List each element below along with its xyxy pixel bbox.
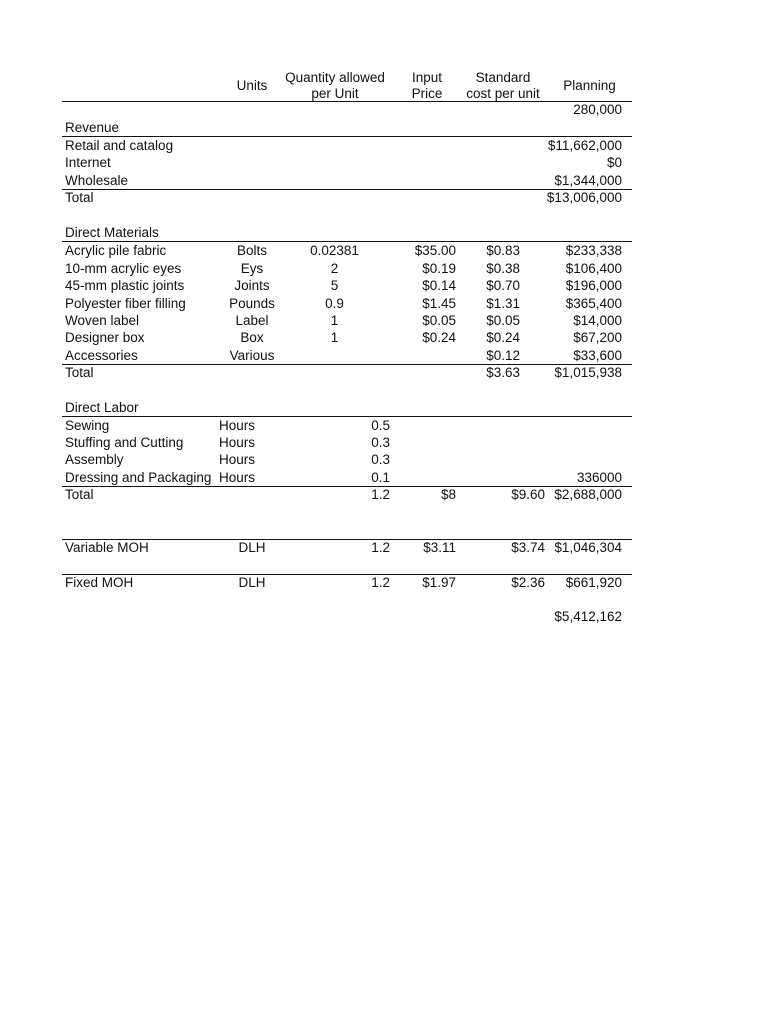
- materials-price-3: $1.45: [422, 296, 456, 311]
- materials-std-2: $0.70: [486, 278, 520, 293]
- materials-qty-3: 0.9: [325, 296, 344, 311]
- labor-qty-2: 0.3: [371, 452, 390, 467]
- materials-planning-3: $365,400: [565, 296, 622, 311]
- header-quantity-line1: Quantity allowed: [285, 70, 385, 85]
- revenue-label-2: Wholesale: [65, 173, 129, 188]
- materials-label-2: 45-mm plastic joints: [65, 278, 185, 293]
- materials-planning-2: $196,000: [565, 278, 622, 293]
- fixed-moh-units: DLH: [238, 575, 266, 590]
- labor-units-0: Hours: [219, 418, 256, 433]
- header-standard-line2: cost per unit: [466, 86, 540, 101]
- labor-total-planning: $2,688,000: [554, 487, 622, 502]
- labor-units-1: Hours: [219, 435, 256, 450]
- materials-label-0: Acrylic pile fabric: [65, 243, 167, 258]
- materials-label-1: 10-mm acrylic eyes: [65, 261, 182, 276]
- variable-moh-qty: 1.2: [371, 540, 390, 555]
- grand-total: $5,412,162: [554, 609, 622, 624]
- labor-title: Direct Labor: [65, 400, 139, 415]
- materials-units-0: Bolts: [236, 243, 267, 258]
- materials-std-6: $0.12: [486, 348, 520, 363]
- variable-moh-units: DLH: [238, 540, 266, 555]
- materials-planning-6: $33,600: [573, 348, 622, 363]
- variable-moh-planning: $1,046,304: [554, 540, 622, 555]
- labor-units-2: Hours: [219, 452, 256, 467]
- header-standard-cost: [458, 70, 548, 102]
- materials-qty-2: 5: [330, 278, 339, 293]
- labor-label-3: Dressing and Packaging: [65, 470, 212, 485]
- materials-qty-1: 2: [330, 261, 339, 276]
- labor-total-label: Total: [65, 487, 94, 502]
- materials-units-2: Joints: [234, 278, 270, 293]
- materials-units-3: Pounds: [229, 296, 275, 311]
- materials-total-planning: $1,015,938: [554, 365, 622, 380]
- materials-std-4: $0.05: [486, 313, 520, 328]
- header-quantity-line2: per Unit: [311, 86, 359, 101]
- header-price-line2: Price: [411, 86, 443, 101]
- revenue-title: Revenue: [65, 120, 120, 135]
- fixed-moh-label: Fixed MOH: [65, 575, 134, 590]
- materials-price-2: $0.14: [422, 278, 456, 293]
- materials-planning-0: $233,338: [565, 243, 622, 258]
- revenue-rule: [62, 136, 632, 137]
- fixed-moh-planning: $661,920: [565, 575, 622, 590]
- labor-units-3: Hours: [219, 470, 256, 485]
- variable-moh-label: Variable MOH: [65, 540, 149, 555]
- materials-qty-0: 0.02381: [310, 243, 359, 258]
- labor-total-price: $8: [440, 487, 456, 502]
- materials-price-1: $0.19: [422, 261, 456, 276]
- materials-planning-4: $14,000: [573, 313, 622, 328]
- materials-price-4: $0.05: [422, 313, 456, 328]
- revenue-planning-2: $1,344,000: [554, 173, 622, 188]
- materials-units-6: Various: [229, 348, 275, 363]
- materials-price-5: $0.24: [422, 330, 456, 345]
- materials-label-3: Polyester fiber filling: [65, 296, 186, 311]
- header-planning-label: Planning: [563, 78, 616, 93]
- header-planning: [552, 78, 627, 94]
- revenue-label-1: Internet: [65, 155, 111, 170]
- materials-total-label: Total: [65, 365, 94, 380]
- labor-qty-0: 0.5: [371, 418, 390, 433]
- variable-moh-price: $3.11: [423, 540, 456, 555]
- header-price-line1: Input: [411, 70, 443, 85]
- materials-price-0: $35.00: [414, 243, 456, 258]
- labor-qty-3: 0.1: [371, 470, 390, 485]
- materials-qty-5: 1: [330, 330, 339, 345]
- labor-total-qty: 1.2: [371, 487, 390, 502]
- materials-std-5: $0.24: [486, 330, 520, 345]
- materials-std-1: $0.38: [486, 261, 520, 276]
- materials-std-0: $0.83: [486, 243, 520, 258]
- header-units-label: Units: [236, 78, 268, 93]
- fixed-moh-std: $2.36: [511, 575, 545, 590]
- header-standard-line1: Standard: [475, 70, 531, 85]
- header-price: [397, 70, 457, 102]
- labor-rule: [62, 416, 632, 417]
- materials-title: Direct Materials: [65, 225, 159, 240]
- labor-planning-3: 336000: [576, 470, 622, 485]
- revenue-total-planning: $13,006,000: [546, 190, 622, 205]
- materials-label-5: Designer box: [65, 330, 145, 345]
- fixed-moh-qty: 1.2: [371, 575, 390, 590]
- labor-label-1: Stuffing and Cutting: [65, 435, 184, 450]
- materials-units-1: Eys: [240, 261, 264, 276]
- revenue-planning-1: $0: [606, 155, 622, 170]
- revenue-label-0: Retail and catalog: [65, 138, 174, 153]
- fixed-moh-price: $1.97: [422, 575, 456, 590]
- labor-label-2: Assembly: [65, 452, 124, 467]
- materials-std-3: $1.31: [486, 296, 520, 311]
- materials-planning-1: $106,400: [565, 261, 622, 276]
- labor-qty-1: 0.3: [371, 435, 390, 450]
- variable-moh-std: $3.74: [511, 540, 545, 555]
- materials-label-4: Woven label: [65, 313, 140, 328]
- labor-label-0: Sewing: [65, 418, 110, 433]
- budget-sheet: [62, 0, 632, 640]
- materials-units-4: Label: [235, 313, 269, 328]
- labor-total-std: $9.60: [511, 487, 545, 502]
- planning-units: 280,000: [573, 102, 622, 117]
- revenue-planning-0: $11,662,000: [547, 138, 622, 153]
- materials-total-std: $3.63: [486, 365, 520, 380]
- materials-planning-5: $67,200: [573, 330, 622, 345]
- revenue-total-label: Total: [65, 190, 94, 205]
- materials-units-5: Box: [240, 330, 264, 345]
- header-quantity: [280, 70, 390, 102]
- materials-label-6: Accessories: [65, 348, 138, 363]
- materials-qty-4: 1: [330, 313, 339, 328]
- materials-rule: [62, 241, 632, 242]
